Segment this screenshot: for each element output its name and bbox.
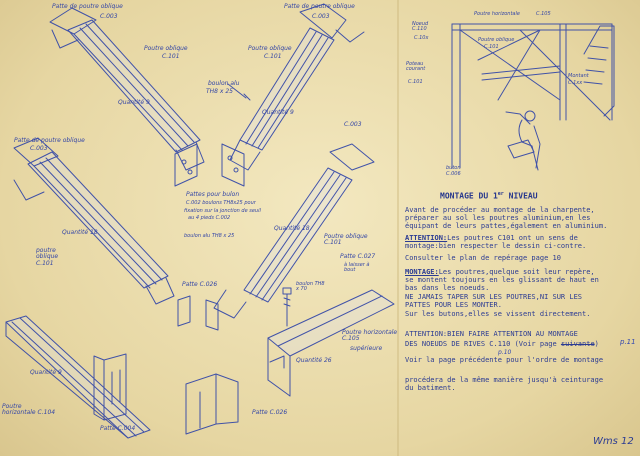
label-poutre-oblique-c101-right: Poutre oblique C.101 [324,233,368,247]
label-patte-c026-mid: Patte C.026 [182,281,218,288]
label-c003-right-mid: C.003 [344,121,362,128]
handwritten-p10: p.10 [498,349,512,356]
label-patte-poutre-oblique-left: Patte de poutre oblique [14,137,85,144]
instruction-p4-line1: MONTAGE:Les poutres,quelque soit leur repère, [405,268,595,276]
label-quantite26: Quantité 26 [296,357,332,364]
label-c003-top2: C.003 [312,13,330,20]
instruction-p7-line2: DES NOEUDS DE RIVES C.110 (Voir page suivante) [405,340,599,348]
label-poutre-oblique-left: Poutre oblique [144,45,188,52]
frame-label-c006: C.006 [446,171,461,177]
label-pattes-detail-3: au 4 pieds C.002 [188,215,231,221]
frame-label-buton: buton [446,165,461,171]
label-c003-top: C.003 [100,13,118,20]
instructions-title: MONTAGE DU 1er NIVEAU [440,191,538,201]
instruction-p6: Sur les butons,elles se vissent directement. [405,310,591,318]
instruction-p8-line1: Voir la page précédente pour l'ordre de montage [405,356,604,364]
beam-lower-left [14,138,190,326]
handwritten-p11: p.11 [620,338,636,346]
label-superieure: supérieure [350,345,383,352]
label-quantite18-right: Quantité 18 [274,225,310,232]
frame-label-poteau: Poteau courant [406,61,426,73]
frame-label-c1xx: C.1xx [568,80,583,86]
instruction-p2-line1: ATTENTION:Les poutres C101 ont un sens de [405,234,578,242]
frame-label-noeud: Noeud C.110 [412,21,429,33]
label-poutre-horizontale-c105: Poutre horizontale C.105 [342,329,398,343]
label-quantite9-bottom: Quantité 9 [30,369,62,376]
label-poutre-horizontale-c104: Poutre horizontale C.104 [2,403,56,417]
label-a-laisser-bout: à laisser à bout [344,262,370,274]
frame-label-poutre-oblique: Poutre oblique [478,37,515,43]
label-patte-c026-bottom: Patte C.026 [252,409,288,416]
label-th8x25: TH8 x 25 [206,88,233,95]
instruction-p3: Consulter le plan de repérage page 10 [405,254,561,262]
label-patte-c027: Patte C.027 [340,253,376,260]
frame-structure [452,24,614,170]
attention-label: ATTENTION: [405,234,448,242]
label-poutre-oblique-right: Poutre oblique [248,45,292,52]
label-patte-poutre-oblique-top2: Patte de poutre oblique [284,3,355,10]
label-quantite9-right: Quantité 9 [262,109,294,116]
instruction-p5-line1: NE JAMAIS TAPER SUR LES POUTRES,NI SUR LES [405,293,583,301]
frame-label-c105: C.105 [536,11,551,17]
label-pattes-detail-2: fixation sur la jonction de seuil [184,208,261,214]
instruction-p1-line2: préparer au sol les poutres aluminium,en les [405,214,591,222]
instruction-p2-line2: montage:bien respecter le dessin ci-contre. [405,242,587,250]
label-pattes-detail-1: C.002 boulons TH8x25 pour [186,200,256,206]
montage-label: MONTAGE: [405,268,439,276]
frame-label-c101b: C.101 [408,79,423,85]
instruction-p9-line2: du batiment. [405,384,456,392]
frame-label-poutre-horizontale: Poutre horizontale [474,11,520,17]
instruction-p9-line1: procédera de la même manière jusqu'à ceinturage [405,376,604,384]
beam-upper-right [230,4,364,170]
instruction-p1-line3: équipant de leurs pattes,également en aluminium. [405,222,608,230]
label-c101-right: C.101 [264,53,282,60]
frame-label-c10x: C.10x [414,35,429,41]
label-c003-left: C.003 [30,145,48,152]
instruction-p7-line1: ATTENTION:BIEN FAIRE ATTENTION AU MONTAGE [405,330,578,338]
instruction-p4-line2: se montent toujours en les glissant de haut en [405,276,599,284]
label-c101-left: C.101 [162,53,180,60]
label-pattes-pour-bulon: Pattes pour bulon [186,191,240,198]
instruction-p4-line3: bas dans les noeuds. [405,284,490,292]
label-boulon-alu-th8x25-mid: boulon alu TH8 x 25 [184,233,235,239]
bolt-th8x70 [283,288,291,326]
beam-horizontal-c104 [6,316,150,438]
beam-upper-left [50,8,204,170]
label-poutre-oblique-c101-left: poutre oblique C.101 [36,247,59,267]
label-quantite18-left: Quantité 18 [62,229,98,236]
label-boulon-th8x70: boulon TH8 x 70 [296,281,325,293]
page-number: Wms 12 [593,436,634,447]
frame-label-c101: C.101 [484,44,499,50]
patte-c026 [186,374,238,434]
frame-label-montant: Montant [568,73,589,79]
label-patte-c004: Patte C.004 [100,425,136,432]
label-quantite9-left: Quantité 9 [118,99,150,106]
instruction-p5-line2: PATTES POUR LES MONTER. [405,301,502,309]
label-patte-poutre-oblique-top: Patte de poutre oblique [52,3,123,10]
instruction-p1-line1: Avant de procéder au montage de la charpente, [405,206,595,214]
label-boulon-alu: boulon alu [208,80,240,87]
